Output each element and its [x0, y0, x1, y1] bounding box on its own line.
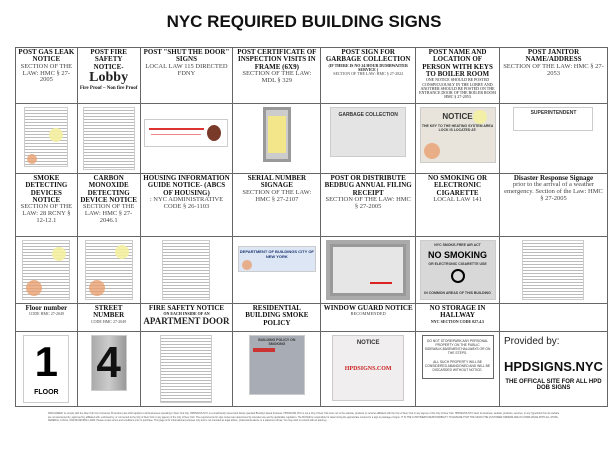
- image-label: DEPARTMENT OF BUILDINGS CITY OF NEW YORK: [239, 249, 314, 259]
- image-label: BUILDING POLICY ON SMOKING: [258, 338, 296, 346]
- fire-safety-header: [77, 48, 140, 104]
- provided-by-label: Provided by:: [503, 336, 560, 347]
- street-number-header: [77, 304, 140, 332]
- cell-sub: SECTION OF THE LAW: HMC § 27-2053: [503, 62, 604, 77]
- carbon-monoxide-image: [77, 237, 140, 304]
- no-storage-header: [416, 304, 500, 332]
- janitor-header: [499, 48, 607, 104]
- signs-table: [15, 47, 608, 407]
- certificate-header: [233, 48, 321, 104]
- cell-sub: CODE HMC 27-2049: [90, 318, 127, 324]
- cell-title: POST JANITOR NAME/ADDRESS: [525, 48, 582, 64]
- site-name[interactable]: HPDSIGNS.NYC: [503, 359, 603, 374]
- cell-note: Fire Proof – Non fire Proof: [79, 85, 138, 91]
- bedbug-header: [321, 174, 416, 237]
- cell-sub: SECTION OF THE LAW: MDL § 329: [242, 70, 312, 84]
- smoke-detecting-header: [16, 174, 78, 237]
- cell-title: POST FIRE SAFETY NOTICE-: [90, 48, 127, 71]
- image-label: NOTICE: [442, 112, 473, 121]
- cell-big: Lobby: [89, 70, 129, 86]
- fire-safety-image: [77, 104, 140, 174]
- no-smoking-icon: [451, 269, 465, 283]
- cell-sub: : NYC ADMINISTRATIVE CODE § 26-1103: [149, 196, 224, 210]
- serial-number-header: [233, 174, 321, 237]
- image-brand: HPDSIGNS.COM: [344, 366, 392, 372]
- image-text: NYC SMOKE-FREE AIR ACT: [434, 243, 481, 247]
- gas-leak-header: [16, 48, 78, 104]
- image-text: ALL SUCH PROPERTY WILL BE CONSIDERED ABANDONED AND WILL BE DISCARDED WITHOUT NOTICE.: [424, 360, 491, 372]
- cell-big: APARTMENT DOOR: [143, 315, 230, 326]
- image-label: GARBAGE COLLECTION: [338, 112, 398, 118]
- apartment-fire-image: [140, 332, 233, 407]
- no-storage-image: [416, 332, 500, 407]
- image-text: DO NOT STORE/PARK ANY PERSONAL PROPERTY ON THE PUBLIC SIDEWALK,BASEMENT,HALLWAYS OR ON THE STEPS.: [424, 339, 491, 355]
- cell-title: POST NAME AND LOCATION OF PERSON WITH KEYS TO BOILER ROOM: [422, 48, 493, 79]
- cell-sub: SECTION OF THE LAW: HMC § 27-2005: [20, 62, 73, 84]
- cell-title: Floor number: [25, 304, 68, 312]
- cell-title: POST OR DISTRIBUTE BEDBUG ANNUAL FILING RECEIPT: [324, 174, 412, 197]
- cell-title: SERIAL NUMBER SIGNAGE: [247, 174, 307, 190]
- street-number: 4: [96, 338, 121, 387]
- image-label: SUPERINTENDENT: [530, 110, 577, 116]
- floor-word: FLOOR: [34, 389, 59, 396]
- certificate-frame-image: [233, 104, 321, 174]
- cell-title: WINDOW GUARD NOTICE: [323, 304, 413, 312]
- cell-sub: LOCAL LAW 141: [433, 196, 482, 204]
- bedbug-receipt-image: [321, 237, 416, 304]
- cell-sub: SECTION OF THE LAW: 28 RCNY § 12-12.1: [20, 203, 73, 224]
- no-smoking-header: [416, 174, 500, 237]
- cell-sub: SECTION OF THE LAW: HMC § 27-2107: [242, 188, 312, 203]
- image-label: NOTICE: [356, 340, 380, 346]
- cell-sub: RECOMMENDED: [350, 311, 386, 317]
- empty-header: [499, 304, 607, 332]
- image-text: IN COMMON AREAS OF THIS BUILDING: [424, 291, 491, 295]
- page-title: NYC REQUIRED BUILDING SIGNS: [166, 12, 442, 31]
- cell-sub: LOCAL LAW 115 DIRECTED FDNY: [145, 62, 228, 77]
- smoke-policy-header: [233, 304, 321, 332]
- cell-note: ONE NOTICE SHOULD BE POSTED CONSPICUOUSLY IN THE LOBBY AND ANOTHER SHOULD BE POSTED ON THE ENTRANCE DOOR OF THE BOILER ROOM HMC § 27-2053: [419, 77, 496, 100]
- window-guard-image: [321, 332, 416, 407]
- image-text: OR ELECTRONIC CIGARETTE USE: [428, 262, 487, 266]
- cell-sub: SECTION OF THE LAW: HMC § 27-2005: [325, 196, 411, 210]
- floor-number-image: [16, 332, 78, 407]
- cell-sub: SECTION OF THE LAW: HMC § 27-2022: [333, 71, 404, 77]
- cell-title: NO STORAGE IN HALLWAY: [429, 304, 486, 320]
- cell-title: POST "SHUT THE DOOR" SIGNS: [143, 48, 230, 64]
- window-guard-header: [321, 304, 416, 332]
- disclaimer: DISCLAIMER: to comply with the New York City Consumer Protection Law which applies to all businesses operating in New York City, HPDSIGNS.NYC is a small family owned and family operated Brooklyn based business. HPDSIGNS.NYC is not a City of New York store nor is the website, products or services affiliated with the City of New York or any agency of the City of New York. HPDSIGNS.NYC itself, its business, website, products, services, or any hyperlinks from its website are not sponsored by, approved by, affiliated with, endorsed by, or connected to the City of New York or any agency of the City of New York. The requirements for sign content are determined by intended use and by applicable regulation. The BUYER is responsible for determining the appropriate content for a sign or package of signs. IT IS THE CUSTOMER'S RESPONSIBILITY TO ENSURE THAT THE SIGNS THE CUSTOMER ORDERS ARE IN COMPLIANCE WITH ALL STATE, FEDERAL, LOCAL, AND MUNICIPAL LAWS. Please review terms and conditions prior to purchase. This page is for informational purposes only and is not intended as legal advice, professional advice or a statement of law. You may wish to consult with an attorney.: [48, 412, 560, 423]
- no-smoking-sign-image: [416, 237, 500, 304]
- image-label: NO SMOKING: [428, 250, 488, 260]
- disaster-header: [499, 174, 607, 237]
- street-number-image: [77, 332, 140, 407]
- smoke-detecting-image: [16, 237, 78, 304]
- cell-sub: prior to the arrival of a weather emergency. Section of the Law: HMC § 27-2005: [504, 181, 603, 202]
- floor-number: 1: [34, 338, 59, 385]
- cell-title: NO SMOKING OR ELECTRONIC CIGARETTE: [427, 174, 488, 197]
- cell-title: CARBON MONOXIDE DETECTING DEVICE NOTICE: [80, 174, 137, 205]
- shut-door-image: [140, 104, 233, 174]
- garbage-sign-image: [321, 104, 416, 174]
- cell-title: POST CERTIFICATE OF INSPECTION VISITS IN FRAME (6X9): [237, 48, 317, 71]
- disaster-signage-image: [499, 237, 607, 304]
- cell-sub: SECTION OF THE LAW: HMC § 27-2046.1: [82, 203, 135, 224]
- cell-title: POST GAS LEAK NOTICE: [18, 48, 75, 64]
- garbage-header: [321, 48, 416, 104]
- cell-title: HOUSING INFORMATION GUIDE NOTICE- (ABCS OF HOUSING): [143, 174, 230, 197]
- carbon-monoxide-header: [77, 174, 140, 237]
- provided-by-cell: [499, 332, 607, 407]
- boiler-sign-image: [416, 104, 500, 174]
- boiler-keys-header: [416, 48, 500, 104]
- cell-note: (IF THERE IS NO 24 HOUR DUMBWAITER SERVICE ): [328, 62, 408, 72]
- janitor-sign-image: [499, 104, 607, 174]
- cell-sub: CODE HMC 27-2049: [28, 311, 65, 317]
- cell-title: Disaster Response Signage: [513, 174, 594, 182]
- serial-number-image: [233, 237, 321, 304]
- housing-guide-header: [140, 174, 233, 237]
- cell-title: FIRE SAFETY NOTICE: [148, 304, 225, 312]
- cell-title: POST SIGN FOR GARBAGE COLLECTION: [325, 48, 411, 64]
- site-tagline: THE OFFICAL SITE FOR ALL HPD DOB SIGNS: [505, 379, 602, 391]
- image-text: THE KEY TO THE HEATING SYSTEM AREA LOCK IS LOCATED AT:: [421, 124, 494, 132]
- floor-number-header: [16, 304, 78, 332]
- cell-note: NYC SECTION CODE 027.4.5: [430, 318, 485, 324]
- gas-leak-image: [16, 104, 78, 174]
- cell-note: ON EACH INSIDE OF AN: [163, 311, 210, 317]
- cell-title: RESIDENTIAL BUILDING SMOKE POLICY: [245, 304, 309, 327]
- apartment-fire-header: [140, 304, 233, 332]
- housing-guide-image: [140, 237, 233, 304]
- cell-title: SMOKE DETECTING DEVICES NOTICE: [25, 174, 68, 205]
- cell-title: STREET NUMBER: [93, 304, 125, 320]
- smoke-policy-image: [233, 332, 321, 407]
- shut-door-header: [140, 48, 233, 104]
